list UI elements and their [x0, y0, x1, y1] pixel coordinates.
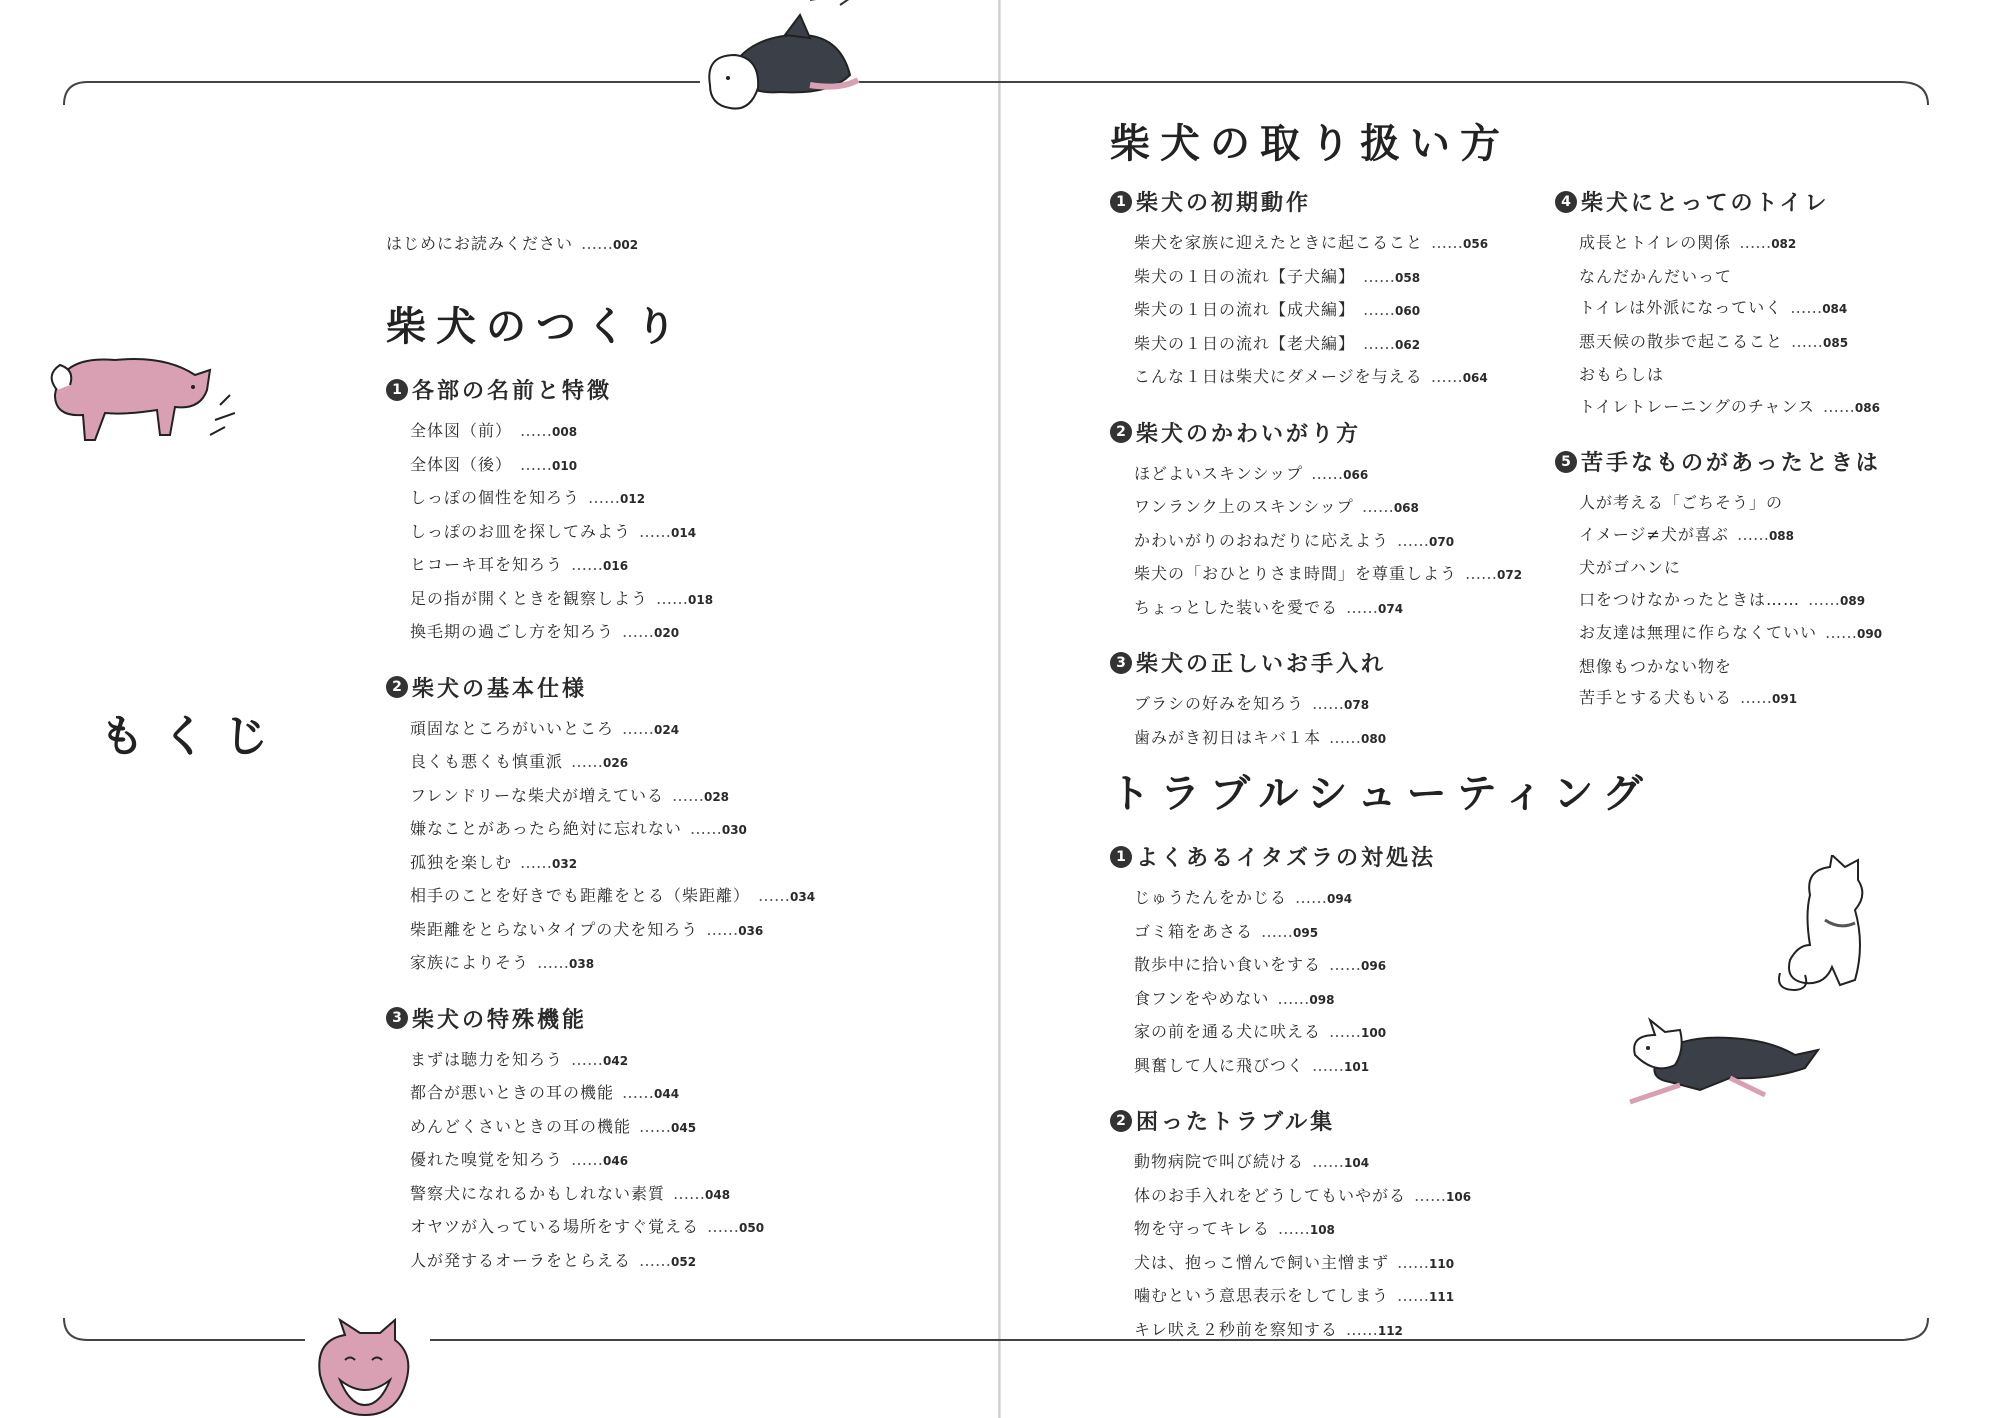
entry-page: 060 — [1395, 304, 1421, 318]
entry-label: 食フンをやめない — [1134, 988, 1270, 1008]
toc-entry[interactable] — [1134, 1213, 1653, 1247]
entry-page: 036 — [738, 923, 764, 938]
toc-entry[interactable] — [410, 1178, 815, 1212]
toc-entry[interactable] — [1134, 294, 1522, 328]
entry-label: 都合が悪いときの耳の機能 — [410, 1083, 615, 1102]
entry-label: しっぽのお皿を探してみよう — [410, 521, 632, 541]
entry-label: 噛むという意思表示をしてしまう — [1134, 1286, 1390, 1305]
section-title-label: 各部の名前と特徴 — [412, 379, 613, 404]
entry-label: 孤独を楽しむ — [410, 852, 513, 872]
entry-dots: …… — [1739, 233, 1772, 252]
entry-page: 096 — [1361, 959, 1387, 973]
entry-page: 101 — [1344, 1059, 1370, 1074]
section-number-badge: 1 — [386, 379, 408, 401]
toc-entry[interactable] — [410, 549, 815, 583]
entry-page: 044 — [654, 1087, 680, 1101]
entry-list — [386, 713, 815, 981]
shiba-dog-pink-sniffing-icon — [35, 335, 235, 455]
section-title-label: 柴犬のかわいがり方 — [1136, 421, 1362, 447]
entry-label: ちょっとした装いを愛でる — [1134, 597, 1339, 617]
entry-dots: …… — [1397, 1252, 1430, 1272]
entry-label: かわいがりのおねだりに応えよう — [1134, 530, 1390, 550]
entry-label: ブラシの好みを知ろう — [1134, 694, 1305, 713]
toc-entry[interactable] — [1134, 592, 1522, 626]
entry-page: 100 — [1361, 1026, 1387, 1040]
entry-list — [386, 1044, 815, 1279]
toc-entry[interactable] — [1579, 584, 1882, 618]
part-toriatsukai — [1110, 112, 1510, 191]
entry-page: 091 — [1772, 692, 1798, 706]
toc-entry[interactable] — [1134, 882, 1653, 916]
entry-label: 体のお手入れをどうしてもいやがる — [1134, 1185, 1407, 1205]
toc-entry[interactable] — [410, 1044, 815, 1078]
entry-page: 106 — [1446, 1189, 1472, 1204]
entry-label: 物を守ってキレる — [1134, 1219, 1270, 1238]
toc-entry[interactable] — [1579, 261, 1882, 293]
entry-dots: …… — [689, 819, 722, 838]
shiba-dog-white-sitting-icon — [1770, 855, 1890, 995]
section-number-badge: 5 — [1555, 451, 1577, 473]
section-title-label: 困ったトラブル集 — [1136, 1110, 1336, 1135]
entry-page: 110 — [1429, 1256, 1455, 1271]
entry-label: 足の指が開くときを観察しよう — [410, 588, 649, 608]
entry-label: 警察犬になれるかもしれない素質 — [410, 1183, 666, 1203]
section-title[interactable] — [1110, 841, 1653, 872]
toc-entry[interactable] — [1134, 949, 1653, 983]
entry-label: 歯みがき初日はキバ１本 — [1134, 727, 1322, 747]
toc-entry[interactable] — [1134, 361, 1522, 395]
entry-dots: …… — [1312, 694, 1345, 713]
entry-page: 104 — [1344, 1156, 1370, 1170]
section-list — [1110, 186, 1522, 755]
entry-dots: …… — [571, 1150, 604, 1169]
entry-page: 024 — [654, 722, 680, 737]
section-title-label: 柴犬の基本仕様 — [412, 676, 588, 702]
toc-section — [1110, 417, 1522, 626]
entry-label: じゅうたんをかじる — [1134, 888, 1288, 907]
section-list — [1555, 186, 1882, 716]
entry-dots: …… — [656, 588, 689, 608]
entry-dots: …… — [1295, 888, 1328, 907]
entry-dots: …… — [639, 1250, 672, 1270]
entry-label: まずは聴力を知ろう — [410, 1049, 564, 1069]
section-title[interactable] — [386, 672, 815, 703]
entry-dots: …… — [520, 852, 553, 872]
toc-entry[interactable] — [1579, 359, 1882, 391]
entry-label: トイレは外派になっていく — [1579, 298, 1783, 317]
entry-label: トイレトレーニングのチャンス — [1579, 396, 1815, 416]
entry-dots: …… — [520, 454, 553, 474]
toc-entry[interactable] — [410, 1077, 815, 1111]
entry-page: 032 — [552, 856, 578, 871]
entry-label: 興奮して人に飛びつく — [1134, 1055, 1305, 1075]
entry-label: 嫌なことがあったら絶対に忘れない — [410, 819, 682, 838]
entry-dots: …… — [1329, 1022, 1362, 1041]
section-title-label: よくあるイタズラの対処法 — [1136, 846, 1437, 871]
entry-list — [1110, 688, 1522, 755]
entry-dots: …… — [622, 622, 655, 641]
section-number-badge: 3 — [386, 1007, 408, 1029]
entry-page: 082 — [1771, 237, 1797, 251]
part-title: 柴犬の取り扱い方 — [1110, 121, 1510, 167]
toc-section — [386, 1003, 815, 1279]
entry-dots: …… — [1363, 300, 1396, 319]
section-number-badge: 1 — [1110, 191, 1132, 213]
toc-entry[interactable] — [1134, 1146, 1653, 1180]
entry-label: フレンドリーな柴犬が増えている — [410, 785, 664, 805]
toc-entry[interactable] — [410, 1211, 815, 1245]
entry-label: 苦手とする犬もいる — [1579, 688, 1733, 707]
toc-section — [1110, 186, 1522, 395]
entry-label: オヤツが入っている場所をすぐ覚える — [410, 1217, 700, 1236]
entry-page: 112 — [1377, 1323, 1403, 1338]
entry-dots: …… — [588, 488, 621, 507]
entry-page: 070 — [1429, 534, 1455, 549]
entry-page: 026 — [603, 756, 629, 770]
entry-page: 020 — [654, 626, 680, 640]
entry-page: 038 — [569, 957, 595, 971]
entry-label: 悪天候の散歩で起こること — [1579, 331, 1784, 351]
entry-label: はじめにお読みください — [386, 234, 574, 253]
toc-entry[interactable] — [1579, 682, 1882, 716]
entry-page: 080 — [1361, 731, 1387, 746]
entry-page: 030 — [721, 823, 747, 837]
entry-label: ほどよいスキンシップ — [1134, 463, 1304, 483]
toc-entry[interactable] — [410, 914, 815, 948]
toc-entry[interactable] — [1134, 916, 1653, 950]
entry-page: 062 — [1395, 337, 1421, 352]
entry-page: 068 — [1393, 501, 1419, 515]
toc-section — [1110, 1105, 1653, 1347]
entry-page: 085 — [1823, 335, 1849, 350]
toc-entry[interactable] — [1579, 292, 1882, 326]
entry-label: 犬は、抱っこ憎んで飼い主憎まず — [1134, 1252, 1390, 1272]
entry-page: 008 — [552, 425, 578, 439]
entry-page: 086 — [1854, 400, 1880, 415]
toc-entry[interactable] — [1579, 487, 1882, 519]
entry-dots: …… — [581, 234, 614, 253]
entry-page: 090 — [1857, 627, 1883, 641]
entry-page: 042 — [603, 1053, 629, 1068]
entry-dots: …… — [1312, 1152, 1345, 1171]
toc-entry[interactable] — [1134, 688, 1522, 722]
entry-page: 074 — [1378, 601, 1404, 616]
toc-entry[interactable] — [410, 746, 815, 780]
entry-dots: …… — [1312, 1055, 1345, 1075]
entry-dots: …… — [639, 1116, 672, 1136]
entry-label: 柴犬の「おひとりさま時間」を尊重しよう — [1134, 564, 1458, 583]
entry-dots: …… — [1397, 1286, 1430, 1305]
section-title-label: 苦手なものがあったときは — [1581, 451, 1881, 476]
toc-entry[interactable] — [1134, 227, 1522, 261]
section-title[interactable] — [1110, 417, 1522, 448]
part-troubleshooting — [1110, 762, 1653, 1369]
entry-dots: …… — [707, 1217, 740, 1236]
entry-label: 柴犬の１日の流れ【成犬編】 — [1134, 300, 1356, 319]
entry-page: 056 — [1463, 237, 1489, 251]
entry-dots: …… — [1346, 597, 1379, 617]
toc-entry[interactable] — [410, 813, 815, 847]
toc-section — [1110, 841, 1653, 1083]
entry-dots: …… — [1790, 298, 1823, 317]
toc-entry[interactable] — [1134, 525, 1522, 559]
entry-dots: …… — [1363, 266, 1396, 286]
entry-label: めんどくさいときの耳の機能 — [410, 1116, 632, 1136]
toc-entry[interactable] — [1134, 1280, 1653, 1314]
toc-section — [386, 374, 815, 650]
entry-page: 046 — [603, 1154, 629, 1168]
entry-page: 016 — [603, 559, 629, 573]
entry-label: 口をつけなかったときは…… — [1579, 589, 1801, 609]
entry-dots: …… — [758, 886, 791, 905]
entry-dots: …… — [571, 555, 604, 574]
entry-page: 045 — [671, 1120, 697, 1135]
toc-entry[interactable] — [410, 713, 815, 747]
entry-page: 012 — [620, 492, 646, 506]
entry-page: 111 — [1429, 1290, 1455, 1304]
toc-entry[interactable] — [410, 616, 815, 650]
toc-entry[interactable] — [1134, 1247, 1653, 1281]
entry-page: 028 — [703, 789, 730, 804]
toc-section — [1110, 647, 1522, 755]
entry-page: 064 — [1462, 371, 1488, 385]
entry-page: 072 — [1497, 568, 1523, 582]
toc-section — [386, 672, 815, 981]
entry-page: 058 — [1395, 270, 1421, 285]
toc-entry[interactable] — [410, 847, 815, 881]
entry-label: 柴犬の１日の流れ【子犬編】 — [1134, 266, 1356, 286]
entry-dots: …… — [571, 752, 604, 771]
toc-entry[interactable] — [410, 780, 815, 814]
section-number-badge: 2 — [1110, 1110, 1132, 1132]
entry-label: 家族によりそう — [410, 953, 530, 972]
entry-dots: …… — [1431, 233, 1464, 252]
shiba-dog-black-lying-icon — [690, 0, 860, 130]
entry-list — [1110, 458, 1522, 626]
entry-label: 良くも悪くも慎重派 — [410, 752, 564, 771]
section-title-label: 柴犬の初期動作 — [1136, 191, 1312, 216]
entry-dots: …… — [1277, 988, 1310, 1008]
toc-entry[interactable] — [1134, 722, 1522, 756]
entry-label: 柴距離をとらないタイプの犬を知ろう — [410, 919, 699, 939]
entry-label: 全体図（後） — [410, 454, 513, 474]
entry-page: 108 — [1309, 1223, 1335, 1237]
toc-entry[interactable] — [1134, 1050, 1653, 1084]
entry-dots: …… — [622, 1083, 655, 1102]
toc-entry[interactable] — [410, 947, 815, 981]
entry-label: 散歩中に拾い食いをする — [1134, 955, 1322, 974]
entry-list — [1110, 1146, 1653, 1347]
entry-label: 犬がゴハンに — [1579, 558, 1682, 577]
entry-page: 052 — [671, 1254, 697, 1269]
toc-entry[interactable] — [1579, 519, 1882, 553]
entry-page: 018 — [688, 592, 714, 607]
part-title: トラブルシューティング — [1110, 771, 1653, 817]
entry-dots: …… — [639, 521, 672, 541]
section-title-label: 柴犬の正しいお手入れ — [1136, 652, 1387, 677]
entry-label: ワンランク上のスキンシップ — [1134, 497, 1354, 516]
entry-page: 048 — [705, 1187, 731, 1202]
toc-entry[interactable] — [410, 583, 815, 617]
entry-page: 066 — [1343, 467, 1369, 482]
entry-label: ヒコーキ耳を知ろう — [410, 555, 564, 574]
entry-dots: …… — [1397, 530, 1430, 550]
entry-dots: …… — [1363, 333, 1396, 353]
section-title[interactable] — [386, 1003, 815, 1034]
entry-list — [1110, 227, 1522, 395]
entry-page: 089 — [1840, 593, 1866, 608]
shiba-dog-pink-laughing-icon — [310, 1315, 420, 1418]
entry-label: 人が考える「ごちそう」の — [1579, 493, 1784, 512]
entry-dots: …… — [1329, 727, 1362, 747]
entry-label: お友達は無理に作らなくていい — [1579, 623, 1818, 642]
entry-label: しっぽの個性を知ろう — [410, 488, 581, 507]
entry-dots: …… — [671, 785, 704, 805]
entry-page: 094 — [1327, 892, 1353, 906]
entry-dots: …… — [571, 1049, 604, 1069]
entry-dots: …… — [1808, 589, 1841, 609]
toc-section — [1555, 446, 1882, 716]
entry-list — [1555, 487, 1882, 716]
toc-entry[interactable] — [410, 1245, 815, 1279]
entry-list — [386, 415, 815, 650]
entry-label: おもらしは — [1579, 365, 1665, 384]
section-title-label: 柴犬にとってのトイレ — [1581, 191, 1830, 216]
entry-label: 換毛期の過ごし方を知ろう — [410, 622, 615, 641]
toc-entry[interactable] — [1579, 391, 1882, 425]
entry-page: 078 — [1344, 698, 1370, 712]
toc-entry[interactable] — [410, 880, 815, 914]
entry-list — [1110, 882, 1653, 1083]
entry-dots: …… — [1277, 1219, 1310, 1238]
entry-dots: …… — [1361, 497, 1394, 516]
toc-entry[interactable] — [1134, 1314, 1653, 1348]
entry-page: 014 — [671, 525, 697, 540]
section-title-label: 柴犬の特殊機能 — [412, 1007, 588, 1033]
entry-dots: …… — [1465, 564, 1498, 583]
entry-label: こんな１日は柴犬にダメージを与える — [1134, 367, 1423, 386]
entry-dots: …… — [622, 718, 655, 738]
entry-label: 動物病院で叫び続ける — [1134, 1152, 1305, 1171]
column-b — [1555, 186, 1882, 738]
entry-label: 家の前を通る犬に吠える — [1134, 1022, 1322, 1041]
entry-dots: …… — [1825, 623, 1858, 642]
toc-entry[interactable] — [410, 415, 815, 449]
toc-entry[interactable] — [1134, 261, 1522, 295]
entry-dots: …… — [1791, 331, 1824, 351]
entry-label: 柴犬の１日の流れ【老犬編】 — [1134, 333, 1356, 353]
toc-entry[interactable] — [1134, 491, 1522, 525]
entry-page: 010 — [552, 458, 578, 473]
entry-dots: …… — [520, 421, 553, 440]
intro-entry[interactable] — [386, 228, 638, 262]
entry-dots: …… — [1345, 1319, 1378, 1339]
section-list — [386, 374, 815, 1278]
entry-dots: …… — [1822, 396, 1855, 416]
entry-label: 頑固なところがいいところ — [410, 718, 615, 738]
toc-entry[interactable] — [1579, 326, 1882, 360]
entry-dots: …… — [1261, 921, 1294, 941]
toc-entry[interactable] — [1579, 227, 1882, 261]
entry-label: なんだかんだいって — [1579, 266, 1733, 286]
entry-label: 相手のことを好きでも距離をとる（柴距離） — [410, 886, 751, 905]
entry-label: イメージ≠犬が喜ぶ — [1579, 524, 1729, 544]
section-number-badge: 1 — [1110, 846, 1132, 868]
entry-label: 柴犬を家族に迎えたときに起こること — [1134, 233, 1424, 252]
entry-dots: …… — [1736, 524, 1769, 544]
section-title[interactable] — [1110, 186, 1522, 217]
entry-dots: …… — [1430, 367, 1463, 386]
entry-dots: …… — [1414, 1185, 1447, 1205]
part-tsukuri — [386, 295, 815, 1300]
entry-list — [1555, 227, 1882, 424]
entry-label: キレ吠え２秒前を察知する — [1134, 1319, 1338, 1339]
toc-entry[interactable] — [410, 516, 815, 550]
section-title[interactable] — [386, 374, 815, 405]
entry-dots: …… — [673, 1183, 706, 1203]
toc-entry[interactable] — [410, 1144, 815, 1178]
entry-page: 084 — [1822, 302, 1848, 316]
entry-label: 想像もつかない物を — [1579, 656, 1733, 676]
entry-dots: …… — [537, 953, 570, 972]
entry-dots: …… — [1311, 463, 1344, 483]
toc-entry[interactable] — [1134, 458, 1522, 492]
entry-dots: …… — [1329, 955, 1362, 974]
section-title[interactable] — [1110, 1105, 1653, 1136]
toc-entry[interactable] — [1134, 1016, 1653, 1050]
section-number-badge: 4 — [1555, 191, 1577, 213]
toc-entry[interactable] — [1134, 1180, 1653, 1214]
section-number-badge: 2 — [386, 676, 408, 698]
entry-page: 034 — [790, 890, 816, 904]
entry-label: 優れた嗅覚を知ろう — [410, 1150, 564, 1169]
entry-page: 095 — [1293, 925, 1319, 940]
toc-entry[interactable] — [1579, 617, 1882, 651]
entry-page: 050 — [739, 1221, 765, 1235]
entry-page: 098 — [1309, 992, 1335, 1007]
section-title[interactable] — [1110, 647, 1522, 678]
entry-label: 成長とトイレの関係 — [1579, 233, 1732, 252]
entry-label: ゴミ箱をあさる — [1134, 921, 1254, 941]
toc-entry[interactable] — [410, 482, 815, 516]
section-list — [1110, 841, 1653, 1347]
entry-label: 全体図（前） — [410, 421, 513, 440]
column-a — [1110, 186, 1522, 777]
section-title[interactable] — [1555, 186, 1882, 217]
section-number-badge: 2 — [1110, 421, 1132, 443]
entry-dots: …… — [706, 919, 739, 939]
toc-entry[interactable] — [1134, 328, 1522, 362]
toc-entry[interactable] — [1134, 558, 1522, 592]
toc-entry[interactable] — [1579, 552, 1882, 584]
toc-section — [1555, 186, 1882, 424]
section-number-badge: 3 — [1110, 652, 1132, 674]
part-title: 柴犬のつくり — [386, 304, 686, 350]
entry-page: 088 — [1768, 528, 1794, 543]
section-title[interactable] — [1555, 446, 1882, 477]
entry-page: 002 — [613, 238, 639, 252]
toc-heading: もくじ — [100, 711, 286, 762]
toc-entry[interactable] — [410, 1111, 815, 1145]
toc-entry[interactable] — [1579, 651, 1882, 683]
toc-entry[interactable] — [1134, 983, 1653, 1017]
entry-label: 人が発するオーラをとらえる — [410, 1250, 632, 1270]
entry-dots: …… — [1740, 688, 1773, 707]
toc-entry[interactable] — [410, 449, 815, 483]
